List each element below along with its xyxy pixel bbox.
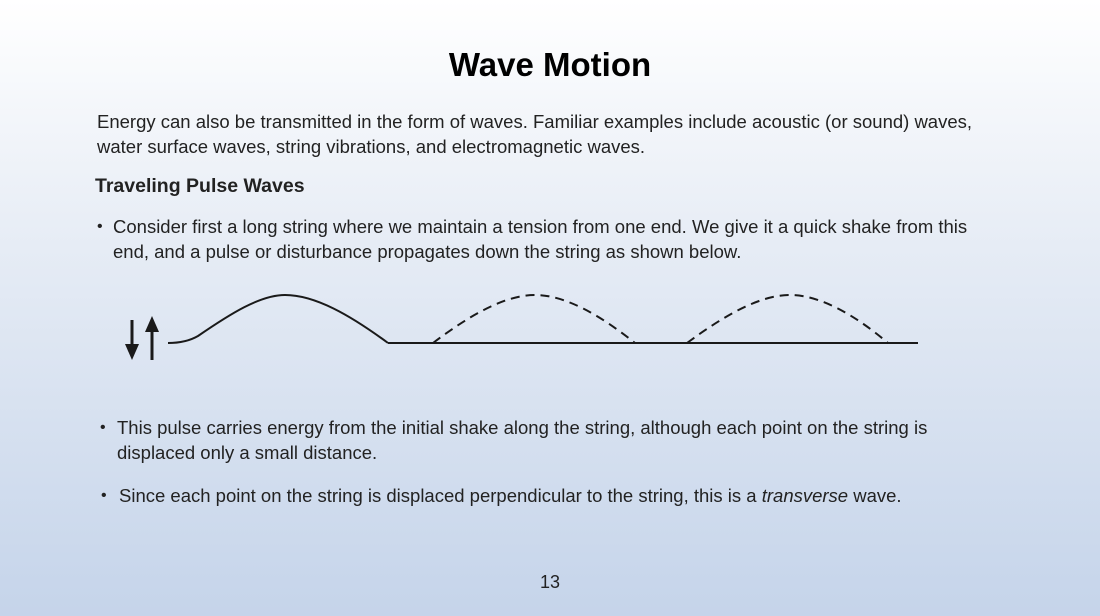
bullet-text xyxy=(101,483,1001,508)
bullet-item xyxy=(97,214,997,264)
bullet-text: Consider first a long string where we maintain a tension from one end. We give it a quick shake from this end, and a pulse or disturbance propagates down the string as shown below. xyxy=(113,216,968,262)
pulse-wave-diagram xyxy=(110,280,940,380)
section-heading: Traveling Pulse Waves xyxy=(95,175,305,197)
page-number: 13 xyxy=(539,572,561,592)
pulse-later-position xyxy=(687,295,888,343)
bullet-marker: • xyxy=(100,419,106,436)
bullet-text: This pulse carries energy from the initial shake along the string, although each point on the string is displaced only a small distance. xyxy=(117,417,928,463)
bullet-item xyxy=(101,483,1001,508)
pulse-later-position xyxy=(433,295,635,343)
traveling-pulse xyxy=(168,295,388,343)
bullet-marker: • xyxy=(101,487,107,504)
bullet-marker: • xyxy=(97,218,103,235)
emphasized-term: transverse xyxy=(761,485,849,506)
up-down-arrows-icon xyxy=(125,316,159,360)
bullet-item xyxy=(100,415,1000,465)
bullet-text-part: Since each point on the string is displaced perpendicular to the string, this is a xyxy=(119,485,762,506)
slide-title: Wave Motion xyxy=(448,46,652,83)
intro-paragraph: Energy can also be transmitted in the form of waves. Familiar examples include acoustic (or sound) waves, water surface waves, string vibrations, and electromagnetic waves. xyxy=(97,111,973,157)
bullet-text-part: wave. xyxy=(848,485,902,506)
